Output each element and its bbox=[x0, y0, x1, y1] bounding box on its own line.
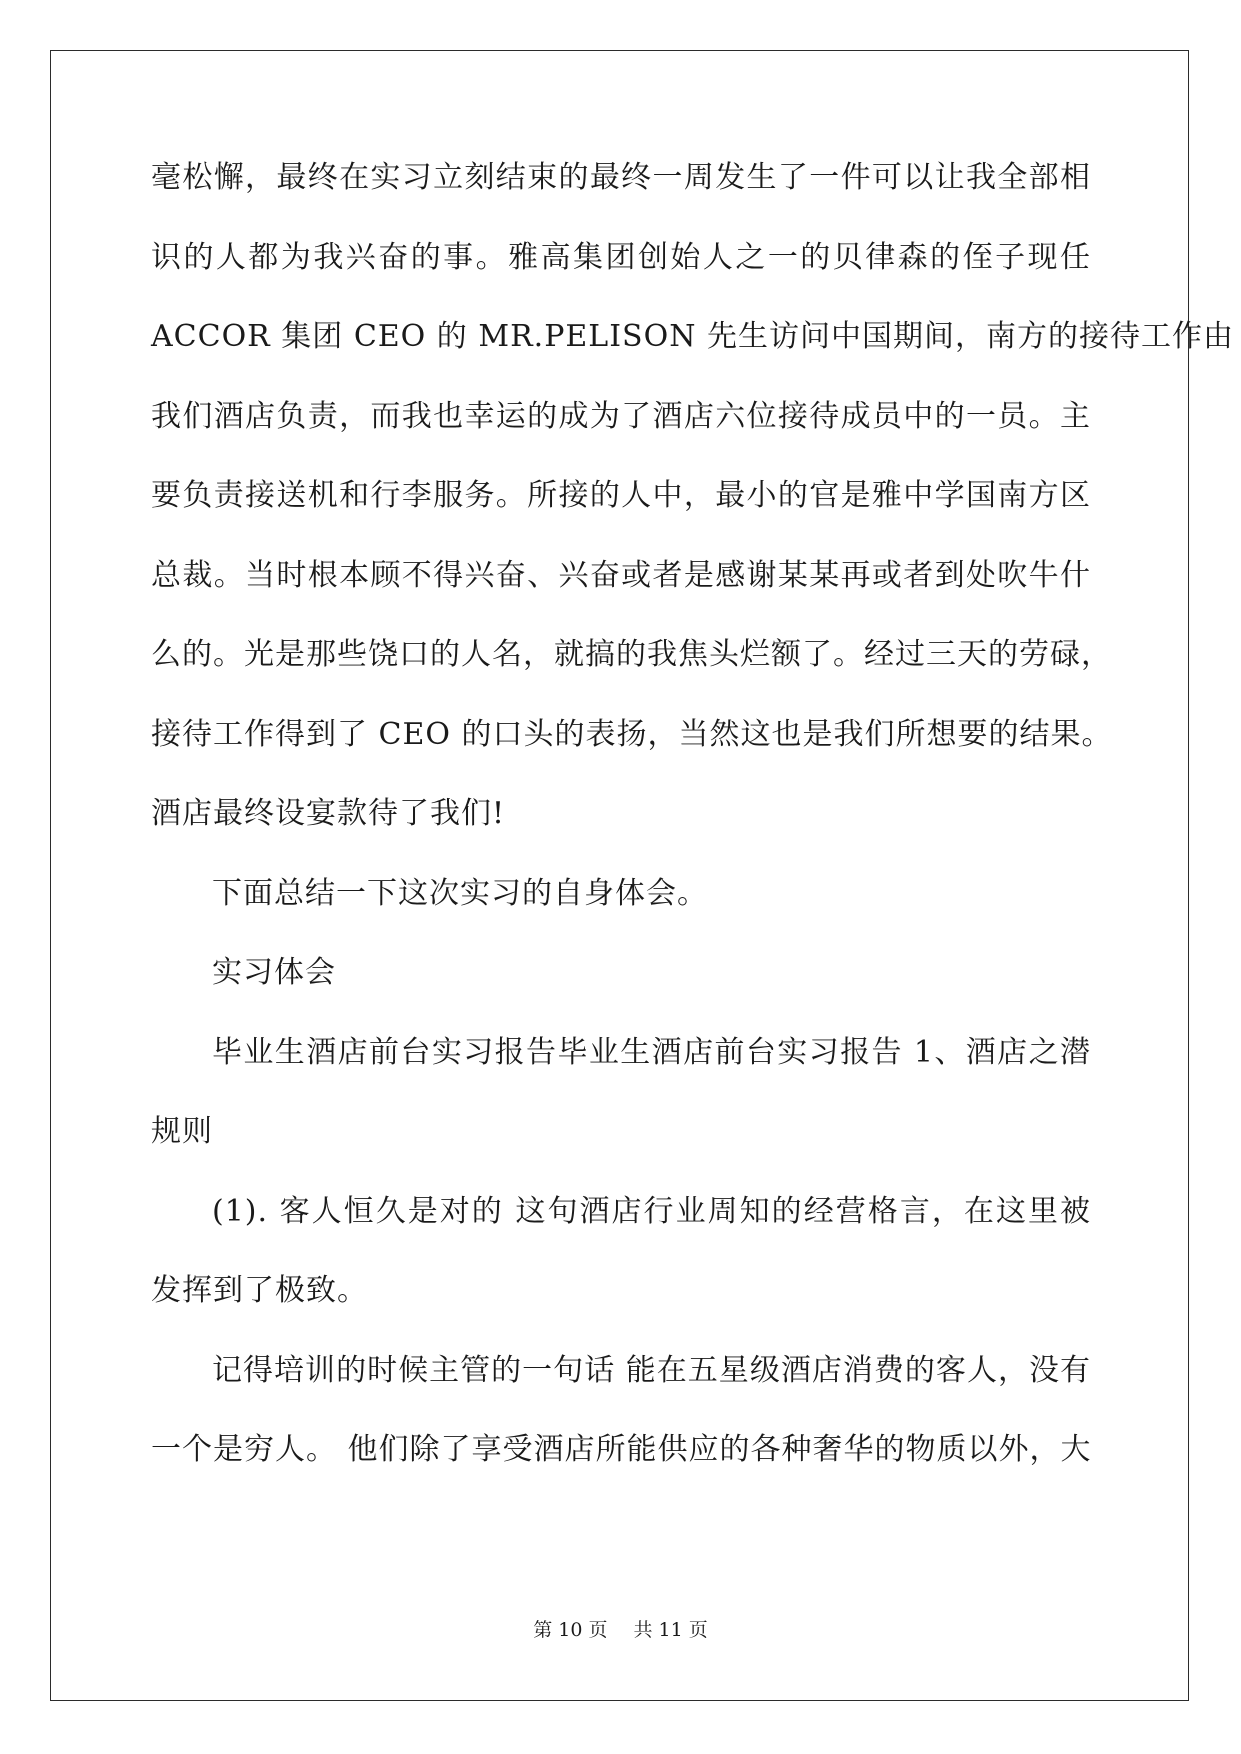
document-body bbox=[151, 158, 1234, 1510]
paragraph-start: 毕业生酒店前台实习报告毕业生酒店前台实习报告 1、酒店之潜 bbox=[212, 1034, 1091, 1070]
text-line: 一个是穷人。 他们除了享受酒店所能供应的各种奢华的物质以外，大 bbox=[151, 1432, 1092, 1467]
paragraph-start: 下面总结一下这次实习的自身体会。 bbox=[212, 875, 708, 911]
page-total: 共 11 页 bbox=[633, 1619, 708, 1641]
text-line: 要负责接送机和行李服务。所接的人中，最小的官是雅中学国南方区 bbox=[151, 478, 1091, 513]
text-line: 识的人都为我兴奋的事。雅高集团创始人之一的贝律森的侄子现任 bbox=[151, 239, 1091, 275]
text-line: 毫松懈，最终在实习立刻结束的最终一周发生了一件可以让我全部相 bbox=[151, 160, 1091, 195]
text-line: 酒店最终设宴款待了我们! bbox=[151, 796, 506, 831]
text-line: 总裁。当时根本顾不得兴奋、兴奋或者是感谢某某再或者到处吹牛什 bbox=[151, 557, 1091, 593]
text-line: 规则 bbox=[151, 1114, 213, 1149]
text-line: ACCOR 集团 CEO 的 MR.PELISON 先生访问中国期间，南方的接待工作由 bbox=[151, 319, 1234, 354]
section-heading: 实习体会 bbox=[212, 955, 336, 990]
text-line: 发挥到了极致。 bbox=[151, 1273, 368, 1308]
page-footer bbox=[0, 1618, 1241, 1642]
paragraph-start: (1). 客人恒久是对的 这句酒店行业周知的经营格言，在这里被 bbox=[212, 1193, 1091, 1229]
paragraph-start: 记得培训的时候主管的一句话 能在五星级酒店消费的客人，没有 bbox=[212, 1352, 1091, 1388]
text-line: 接待工作得到了 CEO 的口头的表扬，当然这也是我们所想要的结果。 bbox=[151, 716, 1113, 752]
text-line: 我们酒店负责，而我也幸运的成为了酒店六位接待成员中的一员。主 bbox=[151, 398, 1091, 434]
text-line: 么的。光是那些饶口的人名，就搞的我焦头烂额了。经过三天的劳碌， bbox=[151, 637, 1112, 672]
page-number: 第 10 页 bbox=[533, 1619, 608, 1641]
